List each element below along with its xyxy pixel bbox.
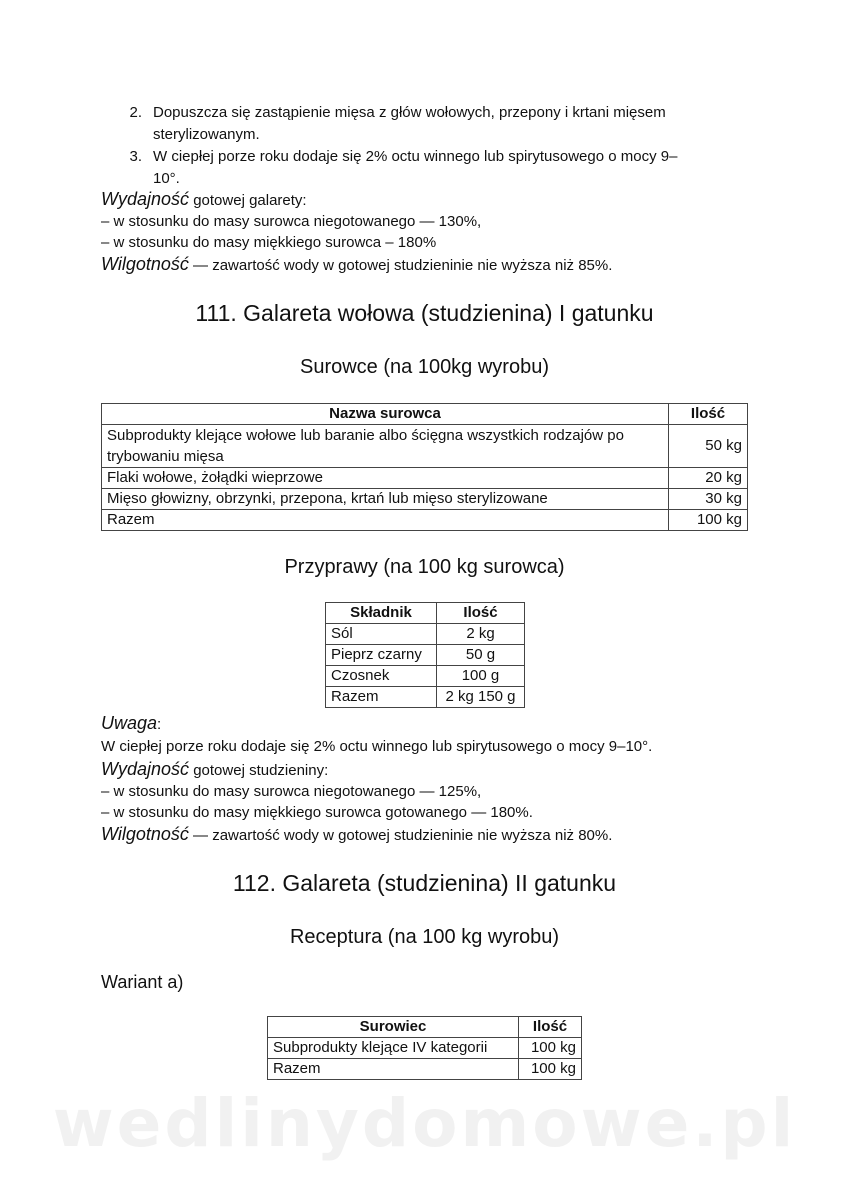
table-cell: Subprodukty klejące wołowe lub baranie albo ścięgna wszystkich rodzajów po trybowaniu mięsa <box>102 425 669 468</box>
moisture-text: — zawartość wody w gotowej studzieninie nie wyższa niż 85%. <box>188 257 613 274</box>
table-cell: Pieprz czarny <box>326 645 437 666</box>
table-header-row <box>326 603 525 624</box>
table-cell: Mięso głowizny, obrzynki, przepona, krtań lub mięso sterylizowane <box>102 489 669 510</box>
note-text: W ciepłej porze roku dodaje się 2% octu winnego lub spirytusowego o mocy 9–10°. <box>101 738 653 755</box>
table-row <box>326 645 525 666</box>
table-row <box>102 489 748 510</box>
raw-materials-table <box>101 403 748 531</box>
table-row <box>102 468 748 489</box>
moisture-term: Wilgotność <box>101 824 189 844</box>
yield-line: – w stosunku do masy miękkiego surowca gotowanego — 180%. <box>101 804 533 821</box>
table-header-row <box>102 404 748 425</box>
moisture-term: Wilgotność <box>101 254 189 274</box>
table-row <box>102 425 748 468</box>
raw-materials-heading: Surowce (na 100kg wyrobu) <box>299 356 549 378</box>
table-cell: 50 g <box>437 645 525 666</box>
intro-yield-line: – w stosunku do masy miękkiego surowca – 180% <box>101 234 437 251</box>
table-cell: 100 kg <box>519 1059 582 1080</box>
table-cell: 20 kg <box>669 468 748 489</box>
list-item-text: sterylizowanym. <box>153 126 260 143</box>
spices-table <box>325 602 525 708</box>
yield-text: gotowej studzieniny: <box>189 762 329 779</box>
spices-heading: Przyprawy (na 100 kg surowca) <box>284 556 565 578</box>
note-colon: : <box>157 716 162 733</box>
variant-label: Wariant a) <box>101 972 184 992</box>
yield-term: Wydajność <box>101 189 190 209</box>
column-header: Ilość <box>669 404 748 425</box>
yield-label <box>101 758 328 782</box>
table-row <box>102 510 748 531</box>
yield-line: – w stosunku do masy surowca niegotowanego — 125%, <box>101 783 482 800</box>
table-cell: Sól <box>326 624 437 645</box>
table-cell: 2 kg <box>437 624 525 645</box>
intro-yield <box>101 188 307 212</box>
yield-term: Wydajność <box>101 759 190 779</box>
note-term: Uwaga <box>101 713 158 733</box>
moisture-text: — zawartość wody w gotowej studzieninie nie wyższa niż 80%. <box>188 827 613 844</box>
intro-moisture <box>101 253 612 277</box>
list-number: 3. <box>129 148 142 165</box>
list-number: 2. <box>129 104 142 121</box>
list-item-text: W ciepłej porze roku dodaje się 2% octu winnego lub spirytusowego o mocy 9– <box>153 148 678 165</box>
column-header: Surowiec <box>268 1017 519 1038</box>
watermark: wedlinydomowe.pl <box>52 1085 797 1162</box>
column-header: Ilość <box>519 1017 582 1038</box>
intro-yield-line: – w stosunku do masy surowca niegotowanego — 130%, <box>101 213 482 230</box>
column-header: Nazwa surowca <box>102 404 669 425</box>
table-cell: Razem <box>102 510 669 531</box>
table-cell: 100 g <box>437 666 525 687</box>
table-header-row <box>268 1017 582 1038</box>
recipe-heading: Receptura (na 100 kg wyrobu) <box>289 926 560 948</box>
section-111-title: 111. Galareta wołowa (studzienina) I gatunku <box>195 300 654 326</box>
table-row <box>326 624 525 645</box>
table-cell: Czosnek <box>326 666 437 687</box>
section-112-title: 112. Galareta (studzienina) II gatunku <box>232 870 617 896</box>
column-header: Składnik <box>326 603 437 624</box>
table-cell: Subprodukty klejące IV kategorii <box>268 1038 519 1059</box>
table-cell: 100 kg <box>519 1038 582 1059</box>
table-cell: 2 kg 150 g <box>437 687 525 708</box>
list-item-text: Dopuszcza się zastąpienie mięsa z głów wołowych, przepony i krtani mięsem <box>153 104 666 121</box>
list-item-text: 10°. <box>153 170 180 187</box>
column-header: Ilość <box>437 603 525 624</box>
table-cell: 30 kg <box>669 489 748 510</box>
table-cell: Razem <box>268 1059 519 1080</box>
table-cell: Razem <box>326 687 437 708</box>
recipe-table <box>267 1016 582 1080</box>
yield-text: gotowej galarety: <box>189 192 307 209</box>
table-cell: 100 kg <box>669 510 748 531</box>
table-row <box>268 1038 582 1059</box>
table-cell: 50 kg <box>669 425 748 468</box>
note-label <box>101 712 161 736</box>
table-row <box>326 687 525 708</box>
table-row <box>326 666 525 687</box>
table-cell: Flaki wołowe, żołądki wieprzowe <box>102 468 669 489</box>
moisture-label <box>101 823 612 847</box>
table-row <box>268 1059 582 1080</box>
